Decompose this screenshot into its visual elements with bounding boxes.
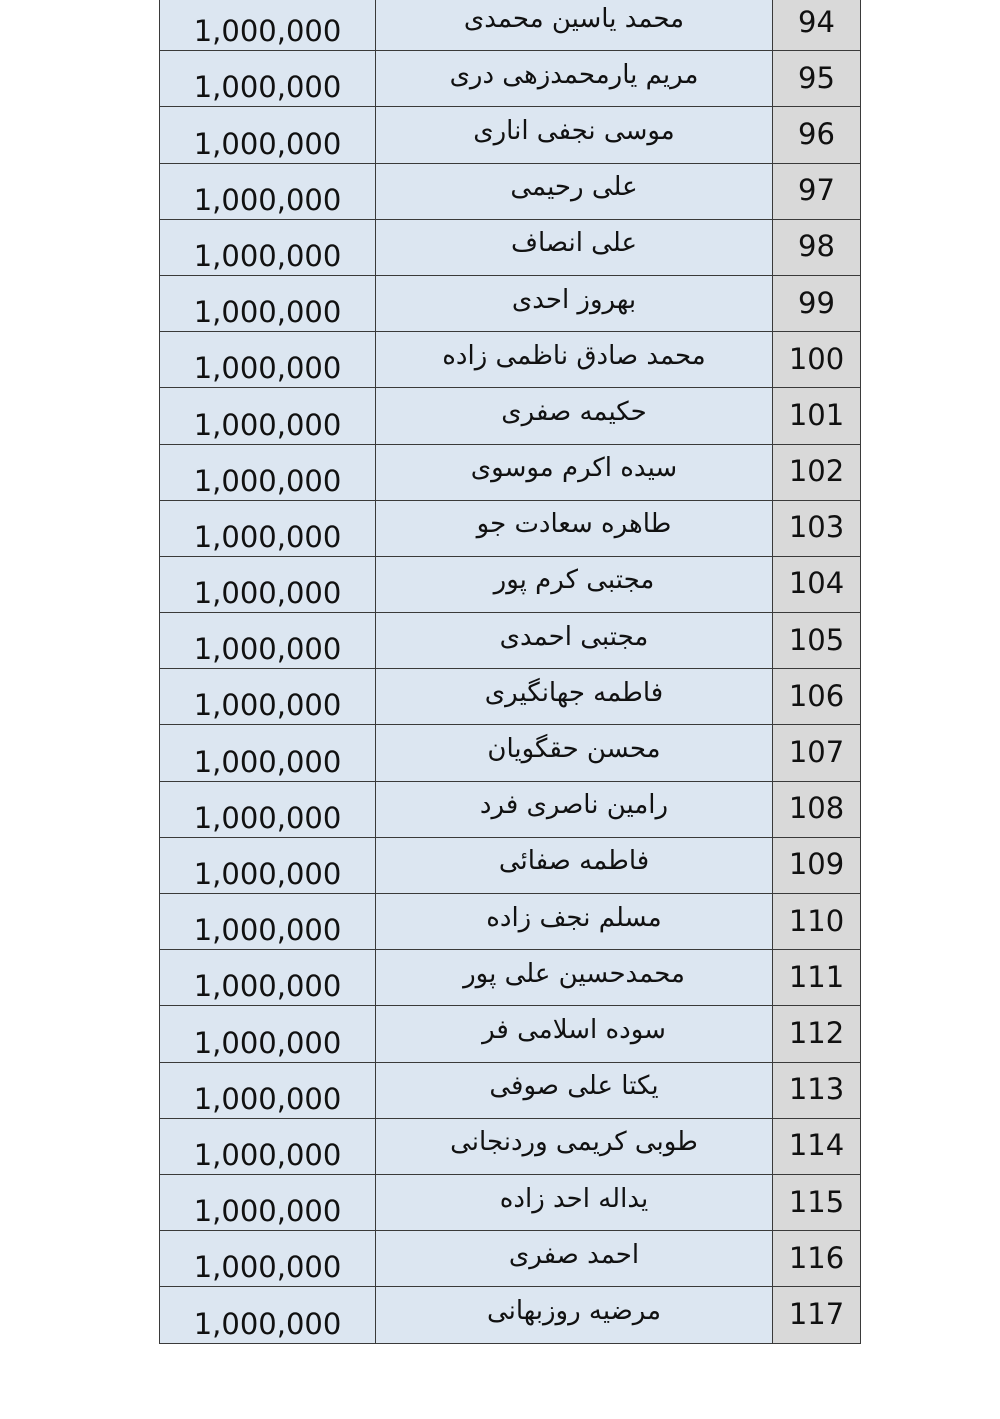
name-cell: مرضیه روزبهانی [376,1287,773,1343]
row-number-cell: 96 [773,107,861,163]
name-cell: محمد صادق ناظمی زاده [376,332,773,388]
row-number-cell: 116 [773,1231,861,1287]
name-cell: احمد صفری [376,1231,773,1287]
table-row [160,444,861,500]
table-row [160,1231,861,1287]
amount-cell: 1,000,000 [160,219,376,275]
amount-cell: 1,000,000 [160,444,376,500]
table-row [160,332,861,388]
name-cell: محسن حقگویان [376,725,773,781]
name-cell: بهروز احدی [376,275,773,331]
amount-cell: 1,000,000 [160,556,376,612]
row-number-cell: 108 [773,781,861,837]
name-cell: مسلم نجف زاده [376,894,773,950]
name-cell: حکیمه صفری [376,388,773,444]
table-row [160,837,861,893]
table-row [160,1006,861,1062]
table-row [160,669,861,725]
row-number-cell: 104 [773,556,861,612]
amount-cell: 1,000,000 [160,1174,376,1230]
name-cell: فاطمه صفائی [376,837,773,893]
name-cell: مریم یارمحمدزهی دری [376,51,773,107]
table-row [160,0,861,51]
row-number-cell: 107 [773,725,861,781]
row-number-cell: 97 [773,163,861,219]
amount-cell: 1,000,000 [160,163,376,219]
table-row [160,51,861,107]
table-row [160,219,861,275]
row-number-cell: 114 [773,1118,861,1174]
amount-cell: 1,000,000 [160,837,376,893]
name-cell: فاطمه جهانگیری [376,669,773,725]
name-cell: سیده اکرم موسوی [376,444,773,500]
amount-cell: 1,000,000 [160,1231,376,1287]
amount-cell: 1,000,000 [160,332,376,388]
amount-cell: 1,000,000 [160,1118,376,1174]
table-row [160,894,861,950]
row-number-cell: 95 [773,51,861,107]
row-number-cell: 113 [773,1062,861,1118]
table-row [160,1174,861,1230]
row-number-cell: 100 [773,332,861,388]
table-row [160,781,861,837]
row-number-cell: 106 [773,669,861,725]
name-cell: محمدحسین علی پور [376,950,773,1006]
table-row [160,1062,861,1118]
table-row [160,556,861,612]
row-number-cell: 112 [773,1006,861,1062]
name-cell: سوده اسلامی فر [376,1006,773,1062]
name-cell: یداله احد زاده [376,1174,773,1230]
row-number-cell: 99 [773,275,861,331]
row-number-cell: 110 [773,894,861,950]
amount-cell: 1,000,000 [160,950,376,1006]
row-number-cell: 103 [773,500,861,556]
row-number-cell: 101 [773,388,861,444]
name-cell: رامین ناصری فرد [376,781,773,837]
name-cell: طوبی کریمی وردنجانی [376,1118,773,1174]
row-number-cell: 102 [773,444,861,500]
table-row [160,107,861,163]
table-row [160,613,861,669]
amount-cell: 1,000,000 [160,275,376,331]
row-number-cell: 98 [773,219,861,275]
amount-cell: 1,000,000 [160,1062,376,1118]
recipients-table [159,0,861,1344]
table-row [160,388,861,444]
table-row [160,163,861,219]
amount-cell: 1,000,000 [160,0,376,51]
amount-cell: 1,000,000 [160,51,376,107]
amount-cell: 1,000,000 [160,613,376,669]
table-row [160,1118,861,1174]
amount-cell: 1,000,000 [160,669,376,725]
row-number-cell: 115 [773,1174,861,1230]
name-cell: محمد یاسین محمدی [376,0,773,51]
table-row [160,500,861,556]
name-cell: علی رحیمی [376,163,773,219]
row-number-cell: 94 [773,0,861,51]
amount-cell: 1,000,000 [160,781,376,837]
row-number-cell: 117 [773,1287,861,1343]
table-row [160,275,861,331]
amount-cell: 1,000,000 [160,1006,376,1062]
amount-cell: 1,000,000 [160,894,376,950]
name-cell: مجتبی احمدی [376,613,773,669]
row-number-cell: 109 [773,837,861,893]
name-cell: طاهره سعادت جو [376,500,773,556]
name-cell: یکتا علی صوفی [376,1062,773,1118]
table-row [160,725,861,781]
table-row [160,1287,861,1343]
name-cell: علی انصاف [376,219,773,275]
name-cell: موسی نجفی اناری [376,107,773,163]
amount-cell: 1,000,000 [160,388,376,444]
amount-cell: 1,000,000 [160,500,376,556]
row-number-cell: 105 [773,613,861,669]
table-body [160,0,861,1343]
name-cell: مجتبی کرم پور [376,556,773,612]
amount-cell: 1,000,000 [160,107,376,163]
table-row [160,950,861,1006]
row-number-cell: 111 [773,950,861,1006]
amount-cell: 1,000,000 [160,1287,376,1343]
amount-cell: 1,000,000 [160,725,376,781]
